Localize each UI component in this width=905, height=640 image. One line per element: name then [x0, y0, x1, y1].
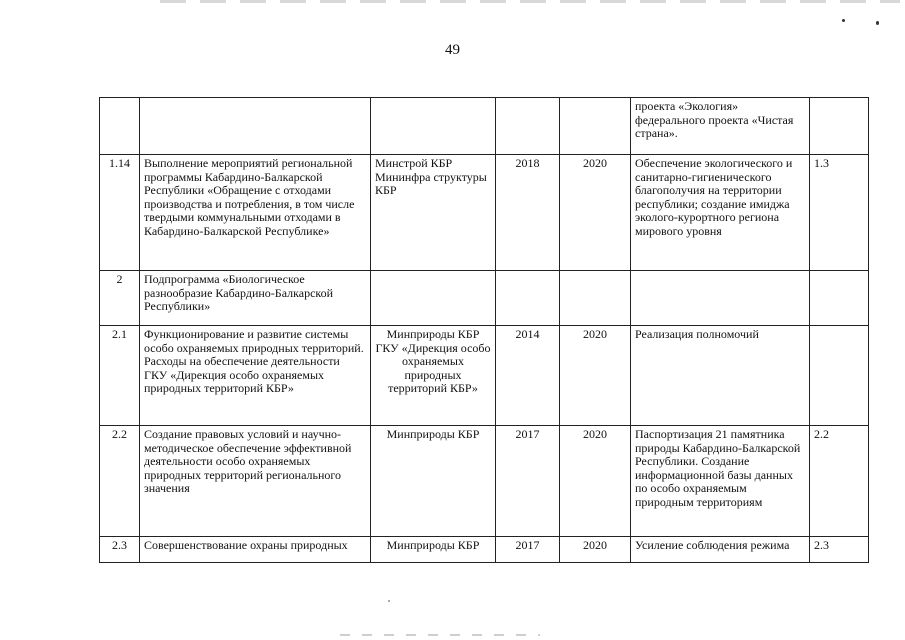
result-cell: Усиление соблюдения режима — [631, 537, 810, 563]
indicator-cell — [810, 271, 869, 326]
row-number-cell — [100, 98, 140, 155]
row-number-cell: 2 — [100, 271, 140, 326]
row-number-cell: 2.2 — [100, 426, 140, 537]
executor-cell: Минприроды КБР ГКУ «Дирекция особо охраняемых природных территорий КБР» — [371, 326, 496, 426]
page-number: 49 — [445, 42, 460, 58]
row-number-cell: 1.14 — [100, 155, 140, 271]
start-year-cell: 2014 — [496, 326, 560, 426]
scan-artifact-bottom — [340, 634, 540, 636]
start-year-cell: 2017 — [496, 426, 560, 537]
event-cell: Совершенствование охраны природных — [140, 537, 371, 563]
executor-cell: Минприроды КБР — [371, 426, 496, 537]
result-cell: проекта «Экология» федерального проекта «Чистая страна». — [631, 98, 810, 155]
end-year-cell — [560, 98, 631, 155]
scan-speck — [876, 21, 879, 25]
end-year-cell — [560, 271, 631, 326]
subprogram-title-cell: Подпрограмма «Биологическое разнообразие Кабардино-Балкарской Республики» — [140, 271, 371, 326]
event-cell: Создание правовых условий и научно-методическое обеспечение эффективной деятельности особо охраняемых природных территорий регионального значения — [140, 426, 371, 537]
executor-cell: Минприроды КБР — [371, 537, 496, 563]
start-year-cell: 2017 — [496, 537, 560, 563]
event-cell: Функционирование и развитие системы особо охраняемых природных территорий. Расходы на обеспечение деятельности ГКУ «Дирекция особо охраняемых природных территорий КБР» — [140, 326, 371, 426]
executor-cell — [371, 98, 496, 155]
event-cell — [140, 98, 371, 155]
end-year-cell: 2020 — [560, 426, 631, 537]
row-number-cell: 2.3 — [100, 537, 140, 563]
executor-cell: Минстрой КБР Мининфра структуры КБР — [371, 155, 496, 271]
end-year-cell: 2020 — [560, 537, 631, 563]
result-cell: Обеспечение экологического и санитарно-гигиенического благополучия на территории республики; создание имиджа эколого-курортного региона мирового уровня — [631, 155, 810, 271]
indicator-cell: 2.3 — [810, 537, 869, 563]
indicator-cell — [810, 326, 869, 426]
start-year-cell — [496, 271, 560, 326]
indicator-cell — [810, 98, 869, 155]
indicator-cell: 2.2 — [810, 426, 869, 537]
scan-speck — [388, 600, 390, 602]
event-cell: Выполнение мероприятий региональной программы Кабардино-Балкарской Республики «Обращение с отходами производства и потребления, в том числе твердыми коммунальными отходами в Кабардино-Балкарской Республике» — [140, 155, 371, 271]
indicator-cell: 1.3 — [810, 155, 869, 271]
program-events-table — [99, 97, 869, 563]
scan-artifact-top — [160, 0, 900, 3]
start-year-cell — [496, 98, 560, 155]
result-cell: Реализация полномочий — [631, 326, 810, 426]
scan-speck — [842, 19, 845, 22]
end-year-cell: 2020 — [560, 326, 631, 426]
result-cell: Паспортизация 21 памятника природы Кабардино-Балкарской Республики. Создание информационной базы данных по особо охраняемым природным территориям — [631, 426, 810, 537]
table-row — [100, 155, 869, 271]
end-year-cell: 2020 — [560, 155, 631, 271]
result-cell — [631, 271, 810, 326]
table-row — [100, 271, 869, 326]
start-year-cell: 2018 — [496, 155, 560, 271]
table-row — [100, 537, 869, 563]
executor-cell — [371, 271, 496, 326]
row-number-cell: 2.1 — [100, 326, 140, 426]
table-row — [100, 98, 869, 155]
table-row — [100, 326, 869, 426]
table-row — [100, 426, 869, 537]
